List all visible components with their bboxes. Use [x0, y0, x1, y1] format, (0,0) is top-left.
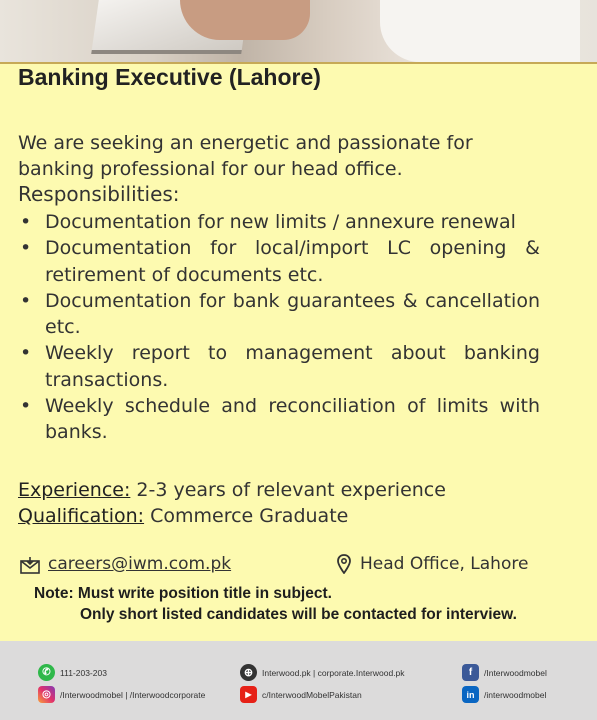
header-photo [0, 0, 597, 62]
job-title: Banking Executive (Lahore) [18, 64, 321, 90]
footer-instagram-text: /Interwoodmobel | /Interwoodcorporate [60, 689, 206, 700]
email-link[interactable]: careers@iwm.com.pk [48, 554, 232, 574]
qualification-value: Commerce Graduate [150, 505, 349, 527]
footer-linkedin-text: /interwoodmobel [484, 689, 547, 700]
sleeve-image [380, 0, 580, 62]
footer [0, 641, 597, 720]
footer-website-text: Interwood.pk | corporate.Interwood.pk [262, 667, 405, 678]
experience-label: Experience: [18, 479, 131, 501]
list-item: • Weekly report to management about banking transactions. [18, 340, 540, 393]
whatsapp-icon: ✆ [38, 664, 55, 681]
footer-phone-text: 111-203-203 [60, 667, 107, 678]
linkedin-icon: in [462, 686, 479, 703]
list-item: • Documentation for new limits / annexure renewal [18, 209, 540, 235]
qualification-label: Qualification: [18, 505, 145, 527]
list-item: • Weekly schedule and reconciliation of limits with banks. [18, 393, 540, 446]
footer-youtube[interactable] [240, 686, 362, 703]
footer-instagram[interactable] [38, 686, 205, 703]
note-shortlist: Only short listed candidates will be contacted for interview. [80, 606, 517, 623]
intro-text: We are seeking an energetic and passionate for banking professional for our head office. [18, 132, 473, 180]
youtube-icon: ▶ [240, 686, 257, 703]
contact-row [20, 554, 580, 578]
hand-image [180, 0, 310, 40]
footer-website[interactable] [240, 664, 405, 681]
experience-line [18, 479, 446, 501]
responsibilities-list [18, 209, 540, 446]
experience-value: 2-3 years of relevant experience [136, 479, 446, 501]
responsibilities-heading: Responsibilities: [18, 182, 180, 206]
footer-facebook[interactable] [462, 664, 547, 681]
footer-youtube-text: c/InterwoodMobelPakistan [262, 689, 362, 700]
list-item: • Documentation for bank guarantees & cancellation etc. [18, 288, 540, 341]
footer-facebook-text: /Interwoodmobel [484, 667, 547, 678]
qualification-line [18, 505, 348, 527]
footer-phone[interactable] [38, 664, 107, 681]
footer-linkedin[interactable] [462, 686, 546, 703]
office-location: Head Office, Lahore [360, 554, 529, 574]
mail-icon [20, 556, 40, 574]
facebook-icon: f [462, 664, 479, 681]
list-item: • Documentation for local/import LC opening & retirement of documents etc. [18, 235, 540, 288]
globe-icon: ⊕ [240, 664, 257, 681]
location-pin-icon [336, 554, 352, 574]
note-subject: Note: Must write position title in subject. [34, 585, 332, 602]
instagram-icon: ◎ [38, 686, 55, 703]
